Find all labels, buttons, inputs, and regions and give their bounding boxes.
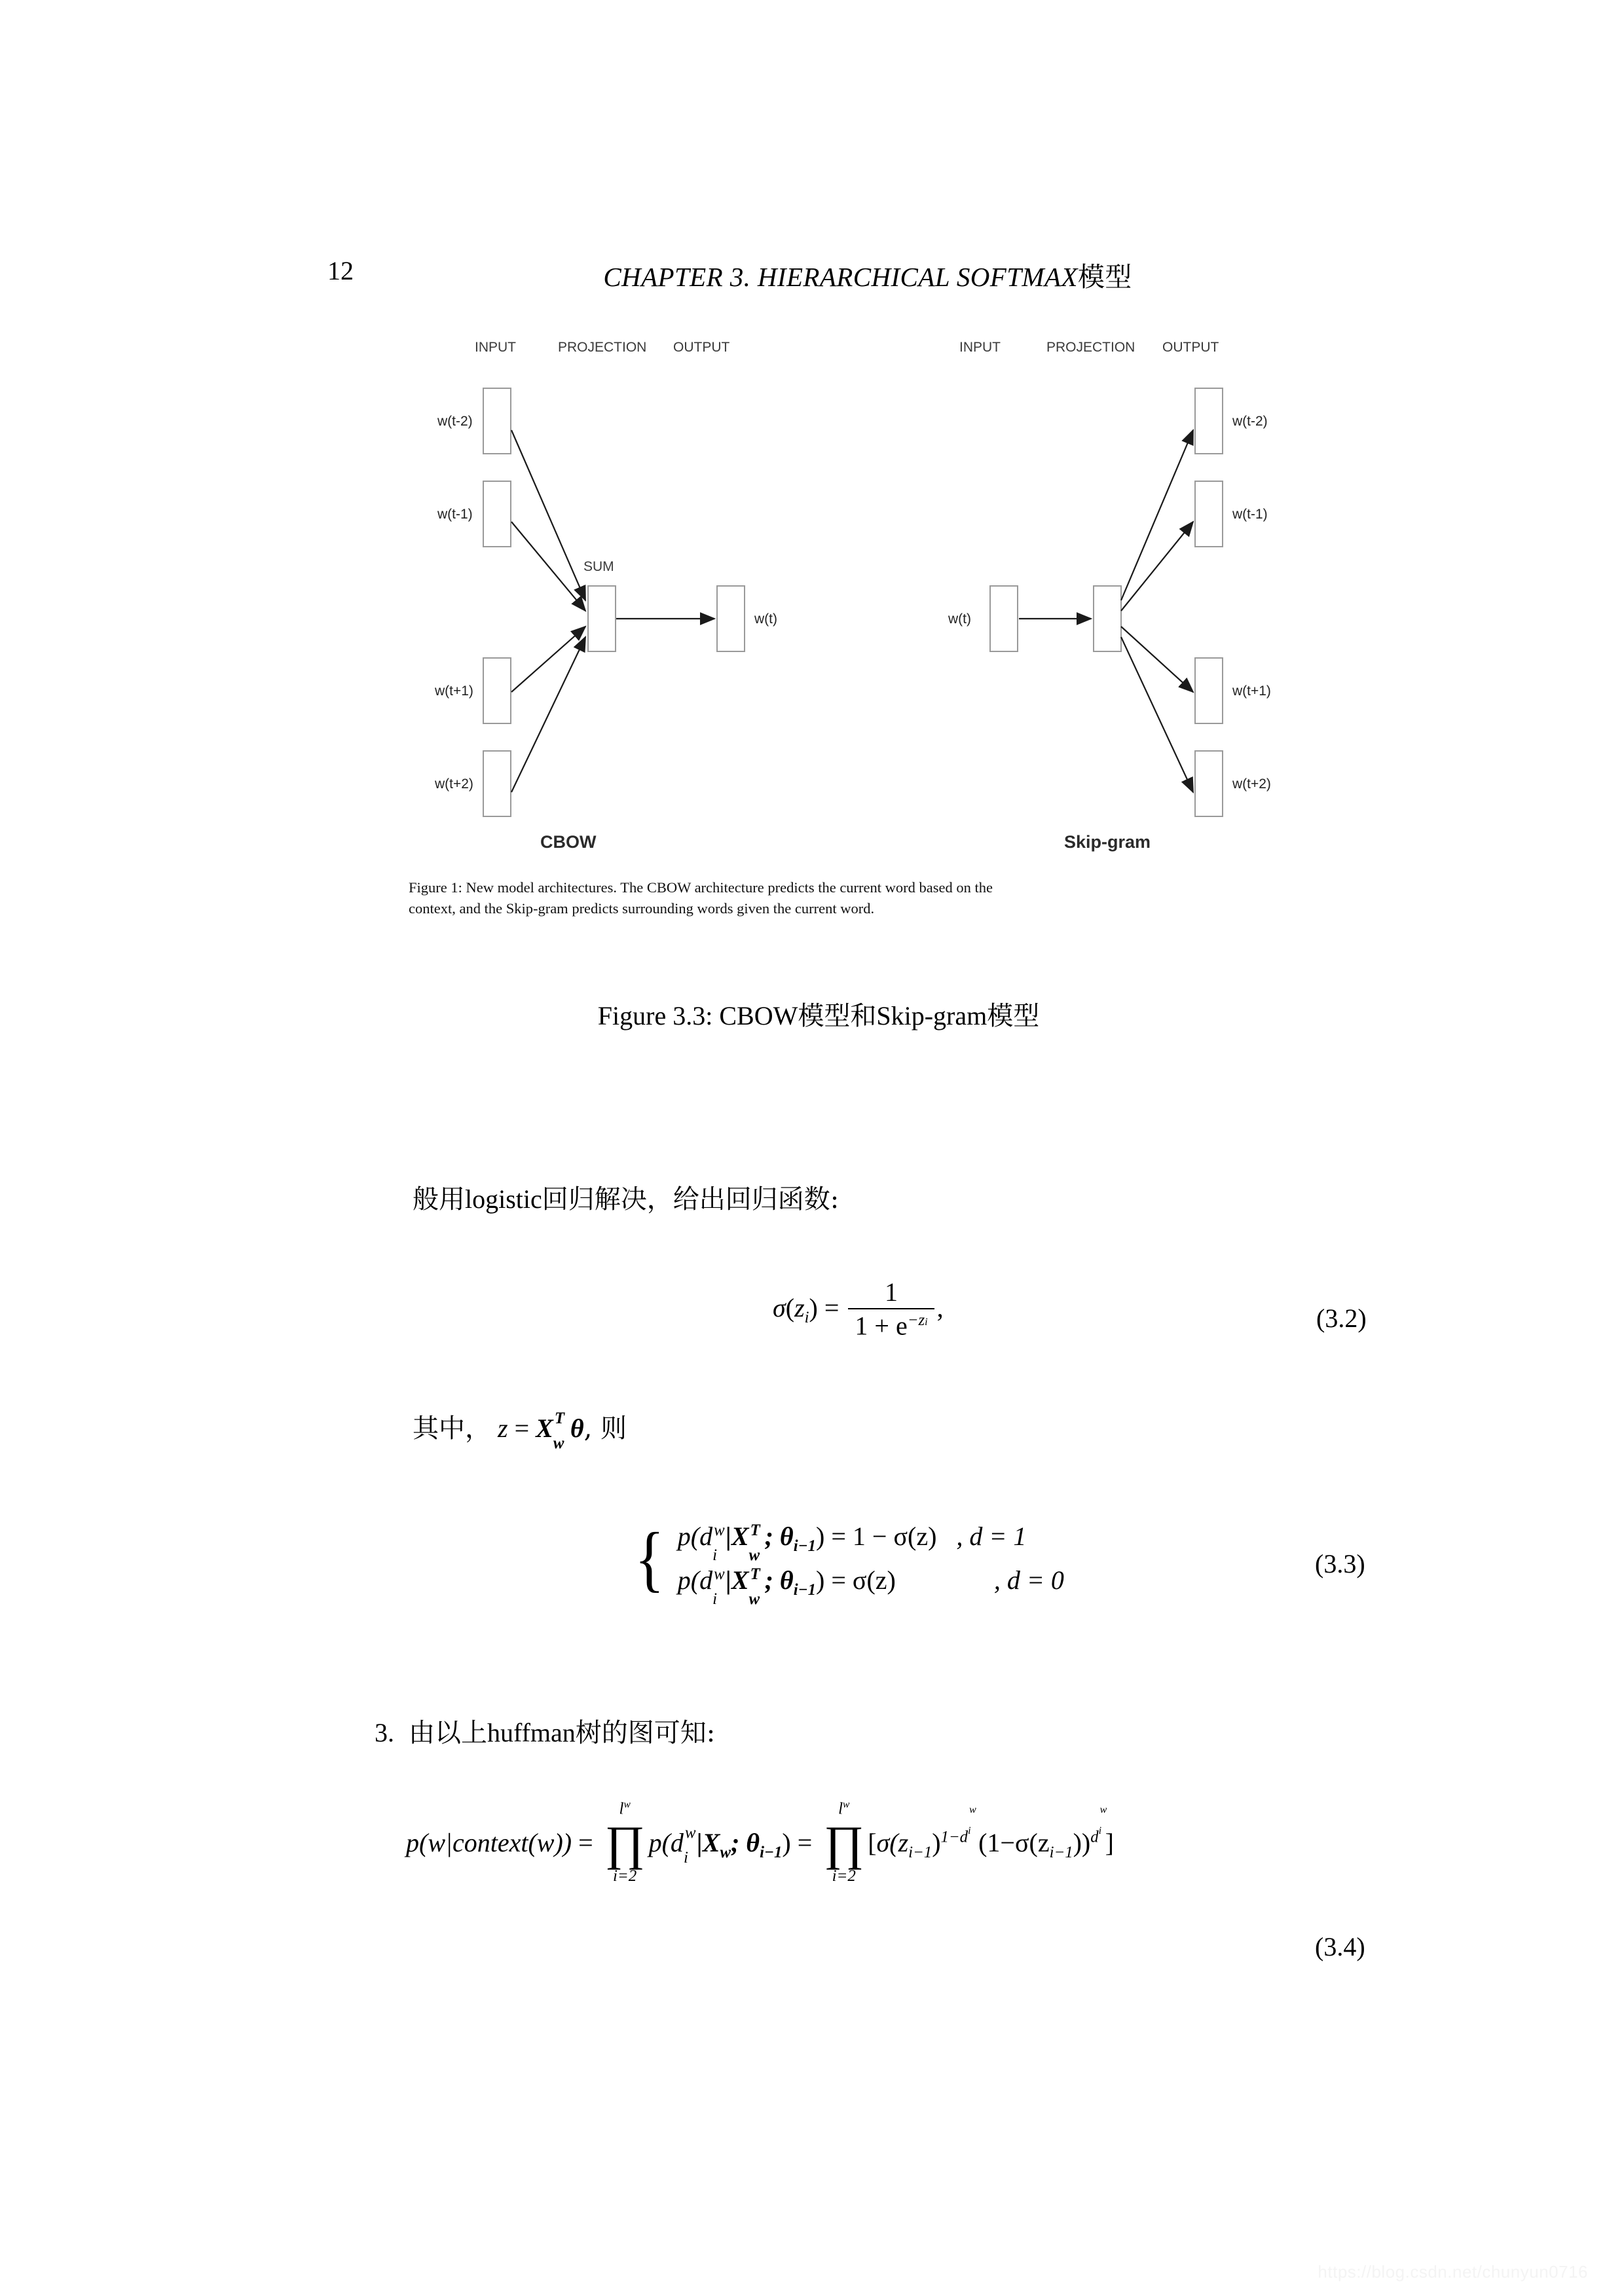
eq34-product-2-upper: $l^w$ <box>838 1799 850 1818</box>
eq34-bracket-open: [ <box>868 1828 877 1858</box>
eq34-t3-exponent: d <box>1090 1828 1099 1846</box>
page-number: 12 <box>327 256 354 285</box>
eq34-term1-X-sub: w <box>720 1844 731 1862</box>
eq33-row1-theta: ; θ <box>764 1522 794 1551</box>
cbow-input-label-1: w(t-2) <box>437 414 473 429</box>
skipgram-title: Skip-gram <box>1064 832 1151 852</box>
skipgram-header-output: OUTPUT <box>1162 340 1219 355</box>
skipgram-output-label-3: w(t+1) <box>1232 683 1271 699</box>
eq34-equals-1: = <box>578 1828 593 1858</box>
eq33-row1-lhs: p(d <box>677 1522 713 1551</box>
eq34-term1-p: p(d <box>648 1828 684 1858</box>
eq32-numerator: 1 <box>848 1279 934 1309</box>
eq33-row1-condition: , d = 1 <box>956 1522 1027 1551</box>
paragraph-qizhong-cjk-b: , 则 <box>583 1413 627 1444</box>
figure-caption <box>262 995 1375 1032</box>
figure-caption-latin-1: CBOW <box>719 1001 798 1030</box>
eq32-z-sub: i <box>804 1308 809 1326</box>
eq34-term1-mid: |X <box>696 1828 720 1858</box>
cbow-input-label-4: w(t+2) <box>435 776 473 792</box>
equation-number-3-2: (3.2) <box>1316 1303 1367 1333</box>
figure-caption-cjk-2: 模型 <box>987 1001 1040 1031</box>
cbow-input-label-3: w(t+1) <box>435 683 473 699</box>
eq32-fraction <box>848 1279 934 1339</box>
paragraph-logistic-cjk-b: 回归解决，给出回归函数: <box>542 1184 840 1214</box>
eq32-z: z <box>794 1292 805 1322</box>
skipgram-output-label-4: w(t+2) <box>1232 776 1271 792</box>
eq32-denominator-exponent-sub: i <box>925 1317 928 1328</box>
eq33-rows <box>677 1516 1064 1609</box>
cbow-header-input: INPUT <box>475 340 516 355</box>
eq34-t2-sigma: σ(z <box>876 1828 909 1858</box>
eq33-row2-condition: , d = 0 <box>993 1565 1064 1595</box>
running-head <box>327 255 1408 294</box>
eq34-lhs: p(w|context(w)) <box>406 1828 572 1858</box>
eq33-row2-close: ) = σ(z) <box>816 1565 896 1595</box>
cbow-output-label: w(t) <box>754 611 777 627</box>
eq34-t2-sigma-sub: i−1 <box>908 1844 932 1862</box>
paragraph-logistic-cjk-a: 般用 <box>413 1184 465 1214</box>
figure-caption-prefix: Figure 3.3: <box>597 1001 720 1030</box>
eq33-row1-close: ) = 1 − σ(z) <box>816 1522 937 1551</box>
figure-caption-latin-2: Skip-gram <box>876 1001 987 1030</box>
figure-embedded-caption-line1: Figure 1: New model architectures. The CBOW architecture predicts the current word based on the <box>409 879 993 896</box>
figure-architectures-image <box>406 331 1434 917</box>
equation-number-3-4: (3.4) <box>1315 1932 1365 1961</box>
eq32-comma: , <box>936 1292 944 1322</box>
eq33-row1-mid: |X <box>726 1522 749 1551</box>
eq34-t2-sigma-close: ) <box>932 1828 941 1858</box>
equation-3-4: p(w|context(w)) = $l^w$ ∏ i=2 p(d w i $|X_w$; $\theta_{i-1}$) = $l^w$ ∏ i=2 [$\sigma(z_{i-1})^{1-d}$ w i $(1-\sigma(z_{i-1}))^d$ w i ] <box>406 1799 1114 1885</box>
eq34-product-1-symbol: ∏ <box>604 1817 645 1870</box>
list-item-huffman <box>375 1712 715 1749</box>
eq34-t2-exponent: 1−d <box>940 1828 969 1846</box>
paragraph-logistic <box>413 1178 839 1216</box>
eq34-term1-close: ) <box>782 1828 791 1858</box>
equation-number-3-3: (3.3) <box>1315 1549 1365 1578</box>
watermark-url: https://blog.csdn.net/chunyun0716 <box>1318 2262 1588 2282</box>
cbow-header-output: OUTPUT <box>673 340 730 355</box>
eq34-t3-close: )) <box>1073 1828 1091 1858</box>
page-header <box>327 255 1408 295</box>
skipgram-input-label: w(t) <box>948 611 971 627</box>
skipgram-header-projection: PROJECTION <box>1046 340 1135 355</box>
eq34-product-2-lower: i=2 <box>832 1867 856 1885</box>
equation-3-3 <box>632 1516 1064 1609</box>
paragraph-qizhong-cjk-a: 其中， <box>413 1413 491 1444</box>
cbow-title: CBOW <box>540 832 597 852</box>
eq34-term1-theta: ; θ <box>730 1828 760 1858</box>
eq32-paren-close: ) <box>809 1292 818 1322</box>
equation-3-2 <box>773 1277 944 1341</box>
list-item-huffman-latin: huffman <box>487 1718 576 1747</box>
eq33-row2-theta-sub: i−1 <box>793 1581 817 1599</box>
eq32-paren-open: ( <box>785 1292 795 1322</box>
running-head-cjk: 模型 <box>1077 261 1132 293</box>
skipgram-output-label-1: w(t-2) <box>1232 414 1268 429</box>
cbow-sum-label: SUM <box>583 559 614 574</box>
eq32-sigma: σ <box>773 1292 786 1322</box>
eq33-row2-theta: ; θ <box>764 1565 794 1595</box>
eq34-product-2-symbol: ∏ <box>824 1817 864 1870</box>
eq34-term1-theta-sub: i−1 <box>760 1844 783 1862</box>
figure-embedded-caption-line2: context, and the Skip-gram predicts surrounding words given the current word. <box>409 900 875 917</box>
list-item-huffman-number: 3. <box>375 1718 394 1747</box>
eq33-left-brace: { <box>635 1518 665 1600</box>
eq34-bracket-close: ] <box>1105 1828 1114 1858</box>
eq32-denominator-exponent: −z <box>907 1311 925 1329</box>
skipgram-header-input: INPUT <box>959 340 1001 355</box>
paragraph-qizhong-z: z <box>498 1413 508 1443</box>
paragraph-qizhong-theta: θ <box>570 1413 584 1443</box>
list-item-huffman-cjk-a: 由以上 <box>409 1718 487 1748</box>
eq34-product-1 <box>604 1799 645 1885</box>
eq32-denominator-base: 1 + e <box>855 1311 908 1341</box>
paragraph-logistic-latin: logistic <box>465 1184 542 1214</box>
eq33-row2-mid: |X <box>726 1565 749 1595</box>
eq33-row-2: p(d w i |X T w ; $\theta_{i-1}) = \sigma(z)$ , d = 0 <box>678 1565 1064 1595</box>
paragraph-qizhong-equals: = <box>514 1413 530 1443</box>
eq34-equals-2: = <box>797 1828 813 1858</box>
figure-caption-cjk-1: 模型和 <box>798 1001 877 1031</box>
list-item-huffman-cjk-b: 树的图可知: <box>575 1718 716 1748</box>
eq33-row-1: p(d w i |X T w ; $\theta_{i-1}) = 1 - \sigma(z)$ , d = 1 <box>678 1522 1027 1551</box>
paragraph-qizhong-X: X <box>536 1413 553 1443</box>
eq32-denominator <box>848 1309 934 1339</box>
eq34-product-1-upper: $l^w$ <box>619 1799 631 1818</box>
eq32-equals: = <box>824 1292 840 1322</box>
eq33-row2-lhs: p(d <box>677 1565 713 1595</box>
skipgram-output-label-2: w(t-1) <box>1232 507 1268 522</box>
paragraph-qizhong: 其中， z = X T w θ, 则 <box>413 1410 627 1452</box>
eq33-row1-theta-sub: i−1 <box>793 1537 817 1555</box>
eq33-cases <box>632 1516 1064 1609</box>
eq34-t3-open: (1−σ(z <box>978 1828 1050 1858</box>
eq34-product-1-lower: i=2 <box>612 1867 637 1885</box>
cbow-header-projection: PROJECTION <box>558 340 647 355</box>
eq34-product-2 <box>824 1799 864 1885</box>
running-head-latin: CHAPTER 3. HIERARCHICAL SOFTMAX <box>603 262 1078 292</box>
cbow-input-label-2: w(t-1) <box>437 507 473 522</box>
eq34-t3-sub: i−1 <box>1049 1844 1073 1862</box>
